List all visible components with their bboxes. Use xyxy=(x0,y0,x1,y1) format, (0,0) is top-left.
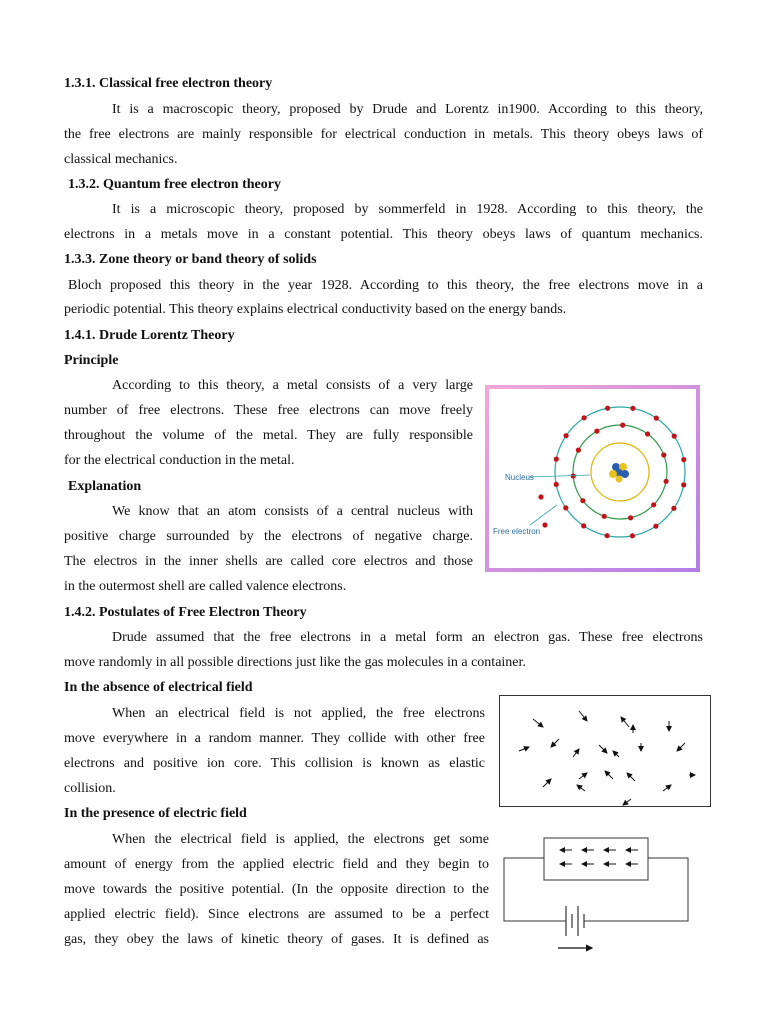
paragraph-line: It is a macroscopic theory, proposed by Drude and Lorentz in1900. According to this theory, xyxy=(112,102,703,117)
electron-dot xyxy=(681,457,686,462)
paragraph-line: It is a microscopic theory, proposed by sommerfeld in 1928. According to this theory, the xyxy=(112,202,703,217)
electron-dot xyxy=(576,448,581,453)
nucleus-label: Nucleus xyxy=(505,473,534,482)
paragraph-line: The electros in the inner shells are called core electros and those xyxy=(64,554,473,569)
paragraph-line: periodic potential. This theory explains electrical conductivity based on the energy bands. xyxy=(64,302,567,317)
electron-dot xyxy=(594,429,599,434)
paragraph-line: collision. xyxy=(64,781,116,796)
paragraph-line: applied electric field). Since electrons are assumed to be a perfect xyxy=(64,907,489,922)
electron-dot xyxy=(672,434,677,439)
heading-1-4-2: 1.4.2. Postulates of Free Electron Theory xyxy=(64,605,307,620)
paragraph-line: When an electrical field is not applied, the free electrons xyxy=(112,706,485,721)
paragraph-line: move randomly in all possible directions just like the gas molecules in a container. xyxy=(64,655,526,670)
electron-dot xyxy=(580,498,585,503)
paragraph-line: in the outermost shell are called valence electrons. xyxy=(64,579,347,594)
heading-1-3-1: 1.3.1. Classical free electron theory xyxy=(64,76,273,91)
electron-dot xyxy=(582,415,587,420)
paragraph-line: Bloch proposed this theory in the year 1928. According to this theory, the free electrons move in a xyxy=(68,278,703,293)
electron-dot xyxy=(605,406,610,411)
electron-dot xyxy=(605,533,610,538)
principle-heading: Principle xyxy=(64,353,119,368)
free-electron-label: Free electron xyxy=(493,527,541,536)
presence-heading: In the presence of electric field xyxy=(64,806,247,821)
paragraph-line: number of free electrons. These free electrons can move freely xyxy=(64,403,473,418)
heading-1-4-1: 1.4.1. Drude Lorentz Theory xyxy=(64,328,235,343)
paragraph-line: According to this theory, a metal consists of a very large xyxy=(112,378,473,393)
paragraph-line: positive charge surrounded by the electrons of negative charge. xyxy=(64,529,473,544)
free-electron-dot xyxy=(542,522,547,527)
paragraph-line: move everywhere in a random manner. They collide with other free xyxy=(64,731,485,746)
circuit-figure xyxy=(500,836,695,956)
electron-dot xyxy=(630,406,635,411)
paragraph-line: When the electrical field is applied, the electrons get some xyxy=(112,832,489,847)
metal-conductor xyxy=(544,838,648,880)
electron-dot xyxy=(664,479,669,484)
heading-1-3-2: 1.3.2. Quantum free electron theory xyxy=(68,177,281,192)
electron-dot xyxy=(581,523,586,528)
electron-dot xyxy=(645,431,650,436)
electron-dot xyxy=(671,506,676,511)
random-motion-figure xyxy=(499,695,711,807)
electron-dot xyxy=(628,515,633,520)
paragraph-line: amount of energy from the applied electric field and they begin to xyxy=(64,857,489,872)
explanation-heading: Explanation xyxy=(68,479,142,494)
paragraph-line: the free electrons are mainly responsible for electrical conduction in metals. This theory obeys laws of xyxy=(64,127,703,142)
electron-dot xyxy=(554,482,559,487)
paragraph-line: We know that an atom consists of a central nucleus with xyxy=(112,504,473,519)
electron-dot xyxy=(564,433,569,438)
paragraph-line: electrons in a metals move in a constant potential. This theory obeys laws of quantum mechanics. xyxy=(64,227,703,242)
paragraph-line: for the electrical conduction in the metal. xyxy=(64,453,295,468)
electron-dot xyxy=(554,457,559,462)
absence-heading: In the absence of electrical field xyxy=(64,680,253,695)
battery-icon xyxy=(566,906,584,936)
electron-dot xyxy=(651,502,656,507)
electron-dot xyxy=(602,514,607,519)
electron-dot xyxy=(654,416,659,421)
electron-dot xyxy=(661,452,666,457)
paragraph-line: throughout the volume of the metal. They are fully responsible xyxy=(64,428,473,443)
electron-dot xyxy=(620,423,625,428)
electron-dot xyxy=(630,533,635,538)
electron-dot xyxy=(681,482,686,487)
electron-dot xyxy=(563,505,568,510)
paragraph-line: Drude assumed that the free electrons in a metal form an electron gas. These free electrons xyxy=(112,630,703,645)
paragraph-line: gas, they obey the laws of kinetic theory of gases. It is defined as xyxy=(64,932,489,947)
paragraph-line: electrons and positive ion core. This collision is known as elastic xyxy=(64,756,485,771)
free-electron-dot xyxy=(538,494,543,499)
paragraph-line: classical mechanics. xyxy=(64,152,178,167)
electron-dot xyxy=(653,524,658,529)
atom-diagram-figure xyxy=(485,385,700,572)
paragraph-line: move towards the positive potential. (In the opposite direction to the xyxy=(64,882,489,897)
heading-1-3-3: 1.3.3. Zone theory or band theory of solids xyxy=(64,252,317,267)
